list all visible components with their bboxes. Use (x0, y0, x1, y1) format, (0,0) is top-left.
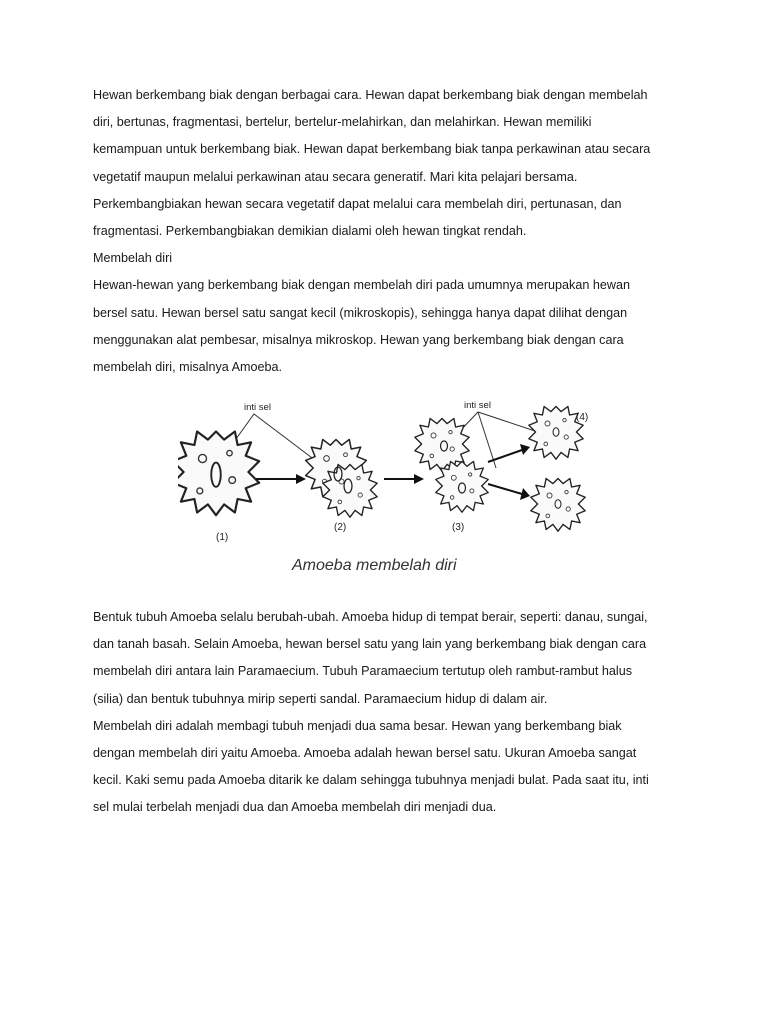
text-line: dan tanah basah. Selain Amoeba, hewan bersel satu yang lain yang berkembang biak dengan cara (93, 637, 647, 652)
arrow-3-down (488, 484, 530, 500)
text-line: menggunakan alat pembesar, misalnya mikroskop. Hewan yang berkembang biak dengan cara (93, 332, 624, 347)
text-line: membelah diri antara lain Paramaecium. Tubuh Paramaecium tertutup oleh rambut-rambut halus (93, 664, 632, 679)
amoeba-diagram (178, 394, 608, 584)
amoeba-stage-2 (306, 440, 378, 518)
stage-label-4: (4) (576, 412, 589, 423)
text-line: Bentuk tubuh Amoeba selalu berubah-ubah. Amoeba hidup di tempat berair, seperti: danau, sungai, (93, 610, 648, 624)
text-line: dengan membelah diri yaitu Amoeba. Amoeba adalah hewan bersel satu. Ukuran Amoeba sangat (93, 746, 637, 761)
stage-label-1: (1) (216, 532, 229, 543)
text-line: fragmentasi. Perkembangbiakan demikian dialami oleh hewan tingkat rendah. (93, 224, 527, 239)
figure-caption: Amoeba membelah diri (292, 557, 457, 574)
section-heading-paragraph (93, 245, 693, 272)
text-line: Hewan berkembang biak dengan berbagai cara. Hewan dapat berkembang biak dengan membelah (93, 88, 648, 102)
label-pointer-lines (218, 412, 538, 476)
text-line: (silia) dan bentuk tubuhnya mirip seperti sandal. Paramaecium hidup di dalam air. (93, 691, 548, 706)
section-paragraph (93, 272, 693, 381)
text-line: Perkembangbiakan hewan secara vegetatif dapat melalui cara membelah diri, pertunasan, dan (93, 196, 622, 211)
intro-paragraph (93, 82, 693, 245)
text-line: bersel satu. Hewan bersel satu sangat kecil (mikroskopis), sehingga hanya dapat dilihat dengan (93, 305, 628, 320)
label-inti-sel-left: inti sel (244, 402, 271, 413)
text-line: diri, bertunas, fragmentasi, bertelur, bertelur-melahirkan, dan melahirkan. Hewan memiliki (93, 115, 592, 130)
label-inti-sel-right: inti sel (464, 400, 491, 411)
arrow-2 (384, 474, 424, 484)
body-paragraph-1 (93, 604, 693, 713)
text-block-bottom (93, 604, 693, 822)
body-paragraph-2 (93, 713, 693, 822)
arrow-1 (256, 474, 306, 484)
text-line: Membelah diri adalah membagi tubuh menjadi dua sama besar. Hewan yang berkembang biak (93, 718, 622, 733)
text-line: kemampuan untuk berkembang biak. Hewan dapat berkembang biak tanpa perkawinan atau secara (93, 142, 651, 157)
section-heading: Membelah diri (93, 251, 173, 266)
amoeba-stage-3 (415, 419, 488, 513)
text-line: sel mulai terbelah menjadi dua dan Amoeba membelah diri menjadi dua. (93, 800, 497, 815)
stage-label-3: (3) (452, 522, 465, 533)
arrow-3-up (488, 444, 530, 462)
stage-label-2: (2) (334, 522, 347, 533)
text-line: membelah diri, misalnya Amoeba. (93, 360, 282, 375)
text-line: Hewan-hewan yang berkembang biak dengan membelah diri pada umumnya merupakan hewan (93, 278, 630, 293)
amoeba-stage-4-bottom (531, 479, 585, 532)
amoeba-division-figure (178, 394, 608, 584)
text-block-top (93, 82, 693, 381)
text-line: kecil. Kaki semu pada Amoeba ditarik ke dalam sehingga tubuhnya menjadi bulat. Pada saat itu, inti (93, 773, 649, 788)
amoeba-stage-1 (178, 432, 259, 516)
text-line: vegetatif maupun melalui perkawinan atau secara generatif. Mari kita pelajari bersama. (93, 169, 578, 184)
